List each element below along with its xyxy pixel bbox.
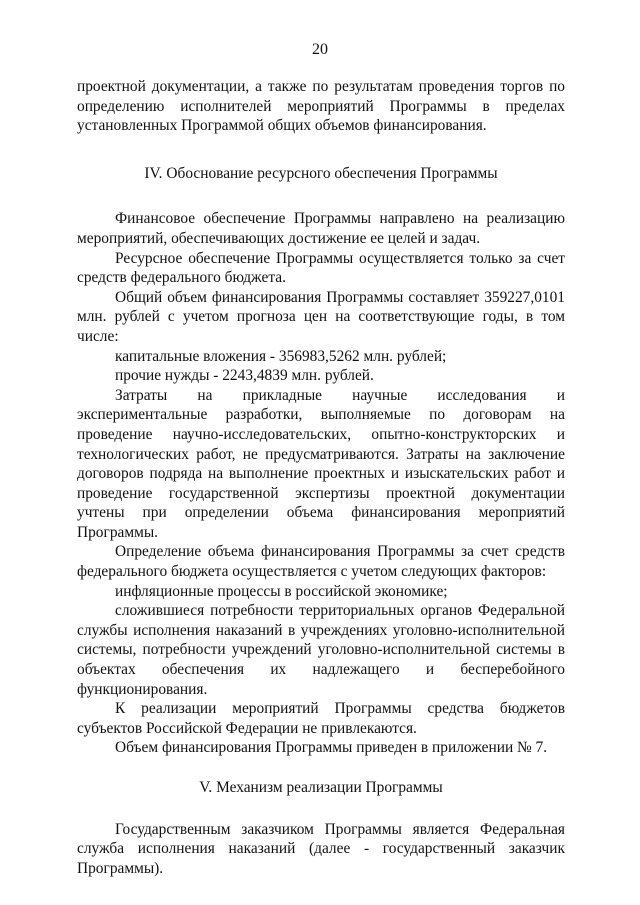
list-item-other-needs: прочие нужды - 2243,4839 млн. рублей. [115,367,374,385]
paragraph-state-customer: Государственным заказчиком Программы является Федеральная служба исполнения наказаний (далее - государственный заказчик Программы). [77,820,565,877]
paragraph-continuation: проектной документации, а также по результатам проведения торгов по определению исполнителей мероприятий Программы в пределах установленных Программой общих объемов финансирования. [77,78,565,135]
paragraph-volume-factors: Определение объема финансирования Программы за счет средств федерального бюджета осуществляется с учетом следующих факторов: [77,543,565,581]
section-heading-v: V. Механизм реализации Программы [199,779,443,796]
paragraph-financing-purpose: Финансовое обеспечение Программы направлено на реализацию мероприятий, обеспечивающих достижение ее целей и задач. [77,210,565,247]
paragraph-appendix-reference: Объем финансирования Программы приведен в приложении № 7. [115,739,548,757]
paragraph-research-costs: Затраты на прикладные научные исследования и экспериментальные разработки, выполняемые по договорам на проведение научно-исследовательских, опытно-конструкторских и технологических работ, не предусматриваются. Затраты на заключение договоров подряда на выполнение проектных и изыскательских работ и проведение государственной экспертизы проектной документации учтены при определении объема финансирования мероприятий Программы. [77,386,565,541]
paragraph-federal-budget: Ресурсное обеспечение Программы осуществляется только за счет средств федерального бюджета. [77,249,565,287]
list-item-capital-investment: капитальные вложения - 356983,5262 млн. рублей; [115,347,447,365]
list-item-inflation: инфляционные процессы в российской экономике; [115,582,448,600]
list-item-needs: сложившиеся потребности территориальных органов Федеральной службы исполнения наказаний в учреждениях уголовно-исполнительной системы, потребности учреждений уголовно-исполнительной системы в объектах обеспечения их надлежащего и бесперебойного функционирования. [77,602,565,698]
paragraph-regional-budgets: К реализации мероприятий Программы средства бюджетов субъектов Российской Федерации не привлекаются. [77,700,565,737]
section-heading-iv: IV. Обоснование ресурсного обеспечения Программы [144,164,498,182]
page-content [77,77,565,878]
paragraph-total-volume: Общий объем финансирования Программы составляет 359227,0101 млн. рублей с учетом прогноза цен на соответствующие годы, в том числе: [77,288,565,345]
page-number: 20 [312,41,328,58]
